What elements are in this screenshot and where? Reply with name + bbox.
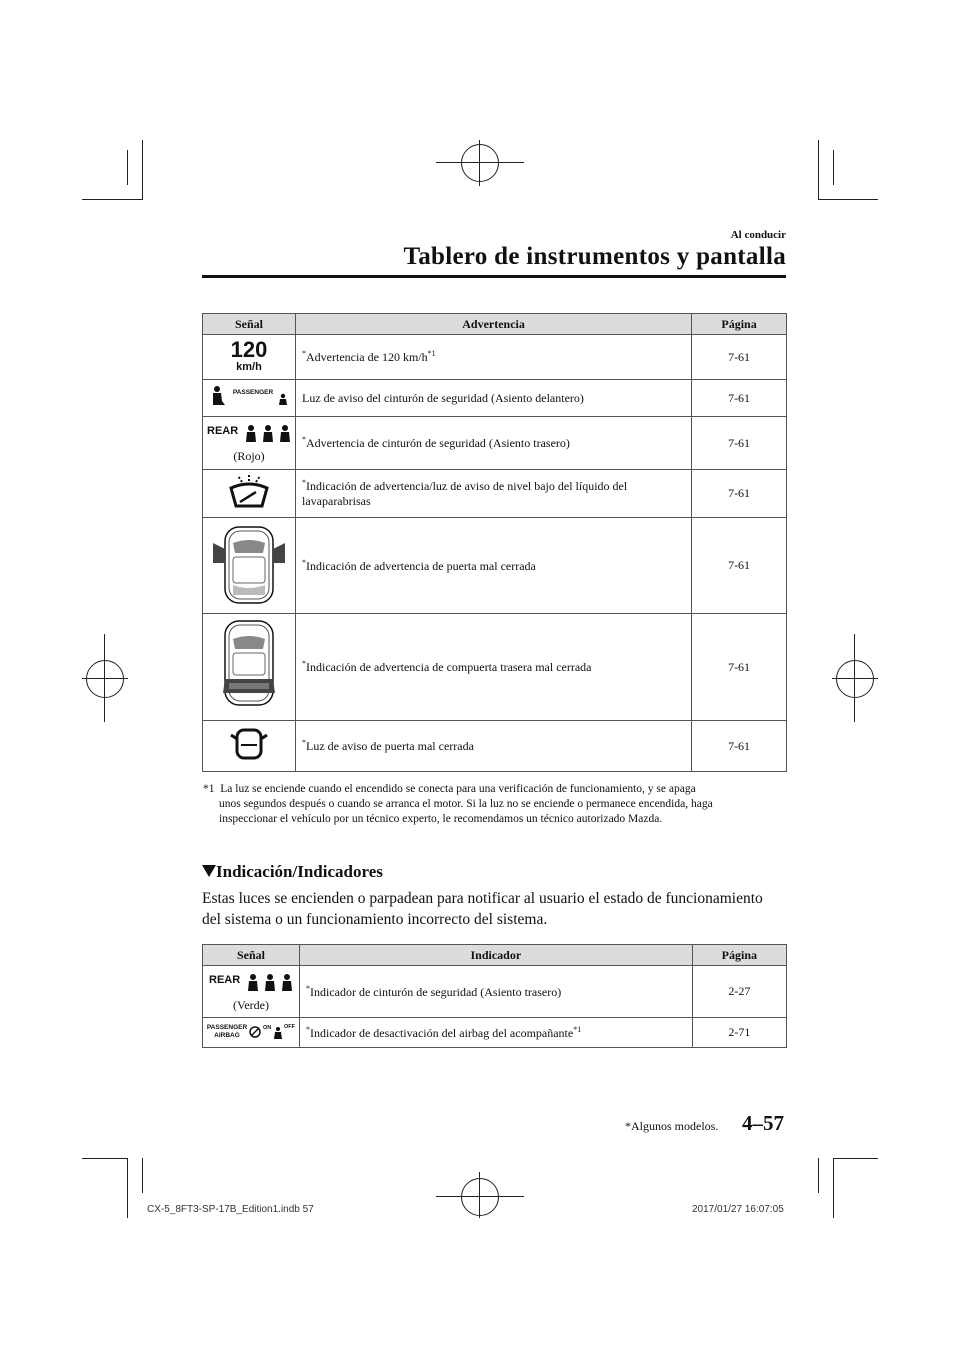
page-number: 4–57 <box>742 1111 784 1135</box>
indicators-heading: Indicación/Indicadores <box>202 862 383 882</box>
col-indicator: Indicador <box>300 945 693 966</box>
row-page: 7-61 <box>692 470 787 518</box>
some-models-note: *Algunos modelos. <box>625 1119 719 1133</box>
print-file-info: CX-5_8FT3-SP-17B_Edition1.indb 57 <box>147 1204 314 1215</box>
row-page: 7-61 <box>692 721 787 772</box>
liftgate-ajar-display-icon <box>203 614 296 721</box>
warning-table <box>202 313 787 772</box>
table-row: *Luz de aviso de puerta mal cerrada 7-61 <box>203 721 787 772</box>
table-header-row <box>203 314 787 335</box>
passenger-airbag-off-icon <box>203 1018 300 1048</box>
table-header-row <box>203 945 787 966</box>
row-text: Luz de aviso del cinturón de seguridad (Asiento delantero) <box>302 390 584 405</box>
indicators-description: Estas luces se encienden o parpadean para notificar al usuario el estado de funcionamiento del sistema o un funcionamiento incorrecto del sistema. <box>202 890 763 928</box>
svg-text:REAR: REAR <box>207 425 239 437</box>
print-timestamp: 2017/01/27 16:07:05 <box>692 1204 784 1215</box>
icon-color-label: (Rojo) <box>233 449 265 463</box>
col-warning: Advertencia <box>296 314 692 335</box>
table-row: REAR (Verde) *Indicador de cinturón de seguridad (Asiento trasero) 2-27 <box>203 966 787 1018</box>
table-row: 120 km/h *Advertencia de 120 $km/h^{*1}$ 7-61 <box>203 335 787 380</box>
svg-text:REAR: REAR <box>209 973 241 986</box>
svg-text:ON: ON <box>263 1024 272 1031</box>
row-text: Indicador de cinturón de seguridad (Asiento trasero) <box>310 984 562 999</box>
row-text: Luz de aviso de puerta mal cerrada <box>306 739 474 753</box>
speed-120-warning-icon <box>203 335 296 380</box>
row-page: 7-61 <box>692 518 787 614</box>
row-text: Indicación de advertencia de puerta mal cerrada <box>306 558 536 573</box>
row-text: Advertencia de 120 km/h <box>306 350 428 364</box>
section-label: Al conducir <box>730 229 786 241</box>
row-text-line2: lavaparabrisas <box>302 494 371 508</box>
triangle-down-icon <box>202 864 216 878</box>
row-page: 7-61 <box>692 335 787 380</box>
table-row: *Indicación de advertencia/luz de aviso de nivel bajo del líquido del lavaparabrisas 7-61 <box>203 470 787 518</box>
col-signal: Señal <box>203 314 296 335</box>
svg-text:OFF: OFF <box>284 1023 295 1030</box>
col-page: Página <box>692 314 787 335</box>
col-signal: Señal <box>203 945 300 966</box>
table-row: REAR (Rojo) *Advertencia de cinturón de seguridad (Asiento trasero) 7-61 <box>203 417 787 470</box>
row-page: 7-61 <box>692 614 787 721</box>
svg-text:PASSENGER: PASSENGER <box>232 389 274 396</box>
row-text: Advertencia de cinturón de seguridad (Asiento trasero) <box>306 436 570 450</box>
svg-text:PASSENGER: PASSENGER <box>207 1023 248 1031</box>
page-title: Tablero de instrumentos y pantalla <box>403 243 786 270</box>
washer-fluid-icon <box>203 470 296 518</box>
row-text: Indicación de advertencia de compuerta trasera mal cerrada <box>306 660 592 674</box>
svg-text:120: 120 <box>230 337 268 362</box>
row-page: 7-61 <box>692 380 787 417</box>
rear-seatbelt-indicator-icon <box>203 966 300 1018</box>
passenger-seatbelt-warning-icon <box>203 380 296 417</box>
table-row <box>203 380 787 417</box>
icon-color-label: (Verde) <box>233 997 269 1012</box>
row-page: 7-61 <box>692 417 787 470</box>
table-row: PASSENGER AIRBAG ON OFF *Indicador de desactivación del airbag del acompañante$^{*1}$ 2-71 <box>203 1018 787 1048</box>
table-row: *Indicación de advertencia de puerta mal cerrada 7-61 <box>203 518 787 614</box>
row-page: 2-71 <box>692 1018 786 1048</box>
svg-text:km/h: km/h <box>236 361 262 373</box>
row-text: Indicación de advertencia/luz de aviso de nivel bajo del líquido del <box>306 479 628 493</box>
row-text: Indicador de desactivación del airbag del acompañante <box>310 1025 574 1040</box>
rear-seatbelt-warning-icon <box>203 417 296 470</box>
col-page: Página <box>692 945 786 966</box>
door-ajar-display-icon <box>203 518 296 614</box>
footnote-mark: *1 <box>203 783 215 795</box>
door-ajar-light-icon <box>203 721 296 772</box>
indicator-table <box>202 944 787 1048</box>
row-page: 2-27 <box>692 966 786 1018</box>
table-row: *Indicación de advertencia de compuerta trasera mal cerrada 7-61 <box>203 614 787 721</box>
svg-text:AIRBAG: AIRBAG <box>214 1031 240 1039</box>
header-rule <box>202 275 786 278</box>
footnote: *1 La luz se enciende cuando el encendido se conecta para una verificación de funcionamiento, y se apaga unos segundos después o cuando se arranca el motor. Si la luz no se enciende o permanece encendida, haga inspeccionar el vehículo por un técnico experto, le recomendamos un técnico autorizado Mazda. <box>203 783 713 825</box>
